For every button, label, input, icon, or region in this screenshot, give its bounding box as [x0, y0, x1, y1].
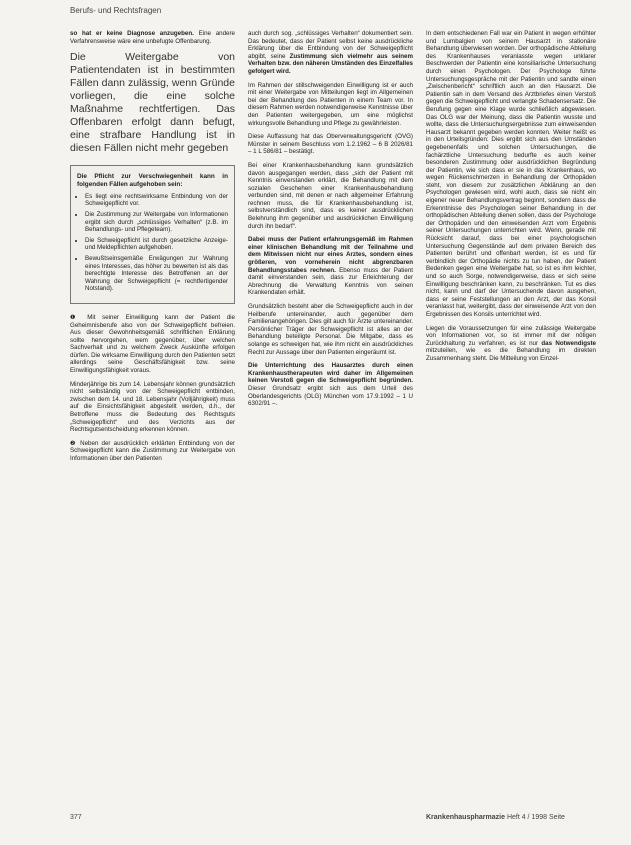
pull-quote: Die Weitergabe von Patientendaten ist in bestimmten Fällen dann zulässig, wenn Gründe vorliegen, die eine solche Maßnahme rechtfertigen. Das Offenbaren erfolgt dann befugt, eine strafbare Handlung ist in diesen Fällen nicht mehr gegeben: [70, 51, 235, 155]
body-paragraph: [248, 30, 413, 76]
intro-paragraph: [70, 30, 235, 45]
body-paragraph: Im Rahmen der stillschweigenden Einwilligung ist er auch mit einer Weitergabe von Mitteilungen liegt im Allgemeinen bei der Behandlung des Patienten in einem Team vor. In diesem Rahmen werden notwendigerweise Kenntnisse über den Patienten weitergegeben, um eine möglichst wirkungsvolle Behandlung und Pflege zu gewährleisten.: [248, 81, 413, 127]
column-left: [70, 30, 235, 469]
journal-name: Krankenhauspharmazie: [426, 814, 505, 821]
body-text: Dieser Grundsatz ergibt sich aus dem Urteil des Oberlandesgerichts (OLG) München vom 17.9.1992 – 1 U 6302/91 –.: [248, 384, 413, 408]
info-box-list: [77, 193, 228, 293]
info-box-item: • Die Zustimmung zur Weitergabe von Informationen ergibt sich durch „schlüssiges Verhalten“ (z.B. im Behandlungs- und Pflegeteam).: [85, 211, 228, 234]
body-paragraph: ❶ Mit seiner Einwilligung kann der Patient die Geheimnisberufe also von der Schweigepflicht befreien. Aus dieser Gewohnheitsgemäß schriftlichen Erklärung sollte hervorgehen, wem gegenüber, über welchen Sachverhalt und zu welchem Zweck Auskünfte erfolgen dürfen. Die wirksame Einwilligung durch den Patienten setzt allerdings seine Geschäftsfähigkeit bzw. seine Einwilligungsfähigkeit voraus.: [70, 313, 235, 375]
emphasis-text: das Notwendigste: [541, 339, 596, 347]
running-header: Berufs- und Rechtsfragen: [70, 6, 162, 15]
body-paragraph: Minderjährige bis zum 14. Lebensjahr können grundsätzlich nicht selbständig von der Schweigepflicht entbinden, zwischen dem 14. und 18. Lebensjahr (Volljährigkeit) muss auf die Einsichtsfähigkeit abgestellt werden, d.h., der Betroffene muss die Bedeutung des Rechtsguts „Schweigepflicht“ und des Verzichts aus der Rechtsgutsentscheidung erkennen können.: [70, 380, 235, 434]
info-box-title: Die Pflicht zur Verschwiegenheit kann in folgenden Fällen aufgehoben sein:: [77, 173, 228, 188]
body-paragraph: Bei einer Krankenhausbehandlung kann grundsätzlich davon ausgegangen werden, dass „sich der Patient mit Kenntnis einverstanden erklärt, die Behandlung mit dem sozialen Geschehen einer Krankenhausbehandlung verbunden sind, mit denen er nach allgemeiner Erfahrung rechnen muss, die für Krankenhausbehandlung ist, selbstverständlich sind, dass es keiner ausdrücklichen Belehrung ihm gegenüber und ausdrücklichen Einwilligung durch ihn bedarf“.: [248, 161, 413, 230]
emphasis-text: Zustimmung sich vielmehr aus seinem Verhalten bzw. den näheren Umständen des Einzelfalles gefolgert wird.: [248, 52, 413, 75]
body-paragraph: [248, 362, 413, 408]
column-middle: [248, 30, 413, 414]
page-number: 377: [70, 814, 82, 821]
info-box-item: • Die Schweigepflicht ist durch gesetzliche Anzeige- und Meldepflichten aufgehoben.: [85, 237, 228, 252]
info-box: [70, 165, 235, 304]
body-paragraph: Grundsätzlich besteht aber die Schweigepflicht auch in der Heilberufe untereinander, auch gegenüber dem Familienangehörigen. Dies gilt auch für Ärzte untereinander. Persönlicher Träger der Schweigepflicht ist alles an der Behandlung beteiligte Personal. Die Mitgabe, dass es solange es schweigen hat, wie ihm nicht ein ausdrückliches Recht zur Aussage über den Patienten eingeräumt ist.: [248, 303, 413, 356]
body-paragraph: ❷ Neben der ausdrücklich erklärten Entbindung von der Schweigepflicht kann die Zustimmung zur Weitergabe von Informationen über den Patienten: [70, 439, 235, 462]
body-paragraph: Diese Auffassung hat das Oberverwaltungsgericht (OVG) Münster in seinem Beschluss vom 1.2.1962 – 6 B 2026/81 – 1 L 586/81 – bestätigt.: [248, 133, 413, 156]
body-paragraph: [248, 236, 413, 297]
body-paragraph: In dem entschiedenen Fall war ein Patient in wegen erhöhter und Lumbalgien von seinem Hausarzt in stationäre Behandlung überwiesen worden. Der orthopädische Abteilung des Krankenhauses veranlasste wegen unklarer Beschwerden der Patientin eine konsiliarische Untersuchung durch einen Psychologen. Der Psychologe führte Untersuchungsgespräche mit der Patientin und sandte einen „Zwischenbericht“ schriftlich auch an den Hausarzt. Die Patientin sah in dem Versand des Arztbriefes einen Verstoß gegen die Schweigepflicht und verlangte Schadensersatz. Die Berufung gegen eine Klage wurde schließlich abgewiesen. Das OLG war der Meinung, dass die Patientin wusste und wollte, dass die Untersuchungsergebnisse zum einweisenden Hausarzt bekannt gegeben werden konnten. Weiter heißt es in den Urteilsgründen: Dies ergibt sich aus den Umständen gegebenenfalls und solchen Untersuchungen, die fachärztliche Untersuchung bedurfte es auch keiner besonderen Zustimmung oder ausdrücklichen Begründung der Patientin, wie sich dass er sie in das Krankenhaus, wo wegen Rückenschmerzen in Behandlung der Orthopäden steht, von diesem zur zusätzlichen Abklärung an den Psychologen gewiesen wird, wohl auch, dass sie nicht ein eigener neuer Behandlungsvertrag beginnt, sondern dass die Erkenntnisse des Psychologen seiner Behandlung in der orthopädischen Abteilung dienen sollen, dass der Psychologe der Orthopäden und den einweisenden Arzt vom Ergebnis seiner Untersuchungen unterrichten wird. Wenn, gerade mit Rücksicht darauf, dass bei einer psychologischen Untersuchung Gegenstände auf dem privaten Bereich des Patienten berührt und offenbart werden, ist es und für verbindlich der Orthopädie nichts zu tun haben, der Patient Bedenken gegen eine Weitergabe hat, so ist es ihm leichter, und so auch Sorge, notwendigerweise, dass er sich seine Einwilligung beschränken kann, zu beschränken. Tut es dies nicht, kann und darf der Untersuchende davon ausgehen, dass er seine Feststellungen an den Arzt, der das Konsil veranlasst hat, weitergibt, dass der einweisende Arzt von den Ergebnissen des Konsils unterrichtet wird.: [426, 30, 596, 318]
info-box-item: • Bewußtseinsgemäße Erwägungen zur Wahrung eines Interesses, das höher zu bewerten ist als das berechtigte Interesse des Betroffenen an der Wahrung der Schweigepflicht (= rechtfertigender Notstand).: [85, 255, 228, 293]
body-text: Ebenso muss der Patient damit einverstanden sein, dass zur Erleichterung der Abrechnung die Verwaltung Kenntnis von seinen Krankendaten erhält.: [248, 266, 413, 297]
journal-issue: Heft 4 / 1998 Seite: [506, 814, 565, 821]
journal-footer: [426, 814, 565, 821]
intro-bold: so hat er keine Diagnose anzugeben.: [70, 30, 194, 37]
body-text: auch durch sog. „schlüssiges Verhalten“ dokumentiert sein. Das bedeutet, dass der Patient selbst keine ausdrückliche Erklärung über die Entbindung von der Schweigepflicht abgibt, seine: [248, 30, 413, 60]
emphasis-text: Dabei muss der Patient erfahrungsgemäß im Rahmen einer klinischen Behandlung mit der Teilnahme und dem Mitwissen nicht nur eines Arztes, sondern eines größeren, von vorneherein nicht abgrenzbaren Behandlungsstabes rechnen.: [248, 236, 413, 274]
body-text: mitzuteilen, wie es die Behandlung im direkten Zusammenhang steht. Die Mitteilung von Einzel-: [426, 347, 596, 362]
body-text: Liegen die Voraussetzungen für eine zulässige Weitergabe von Informationen vor, so ist immer mit der nötigen Zurückhaltung zu verfahren, es ist nur: [426, 324, 596, 347]
body-paragraph: [426, 325, 596, 363]
info-box-item: • Es liegt eine rechtswirksame Entbindung von der Schweigepflicht vor.: [85, 193, 228, 208]
column-right: [426, 30, 596, 369]
intro-rest: Eine andere Verfahrensweise wäre eine unbefugte Offenbarung.: [70, 30, 235, 45]
emphasis-text: Die Unterrichtung des Hausarztes durch einen Krankenhaustherapeuten wird daher im Allgemeinen keinen Verstoß gegen die Schweigepflicht begründen.: [248, 362, 413, 385]
